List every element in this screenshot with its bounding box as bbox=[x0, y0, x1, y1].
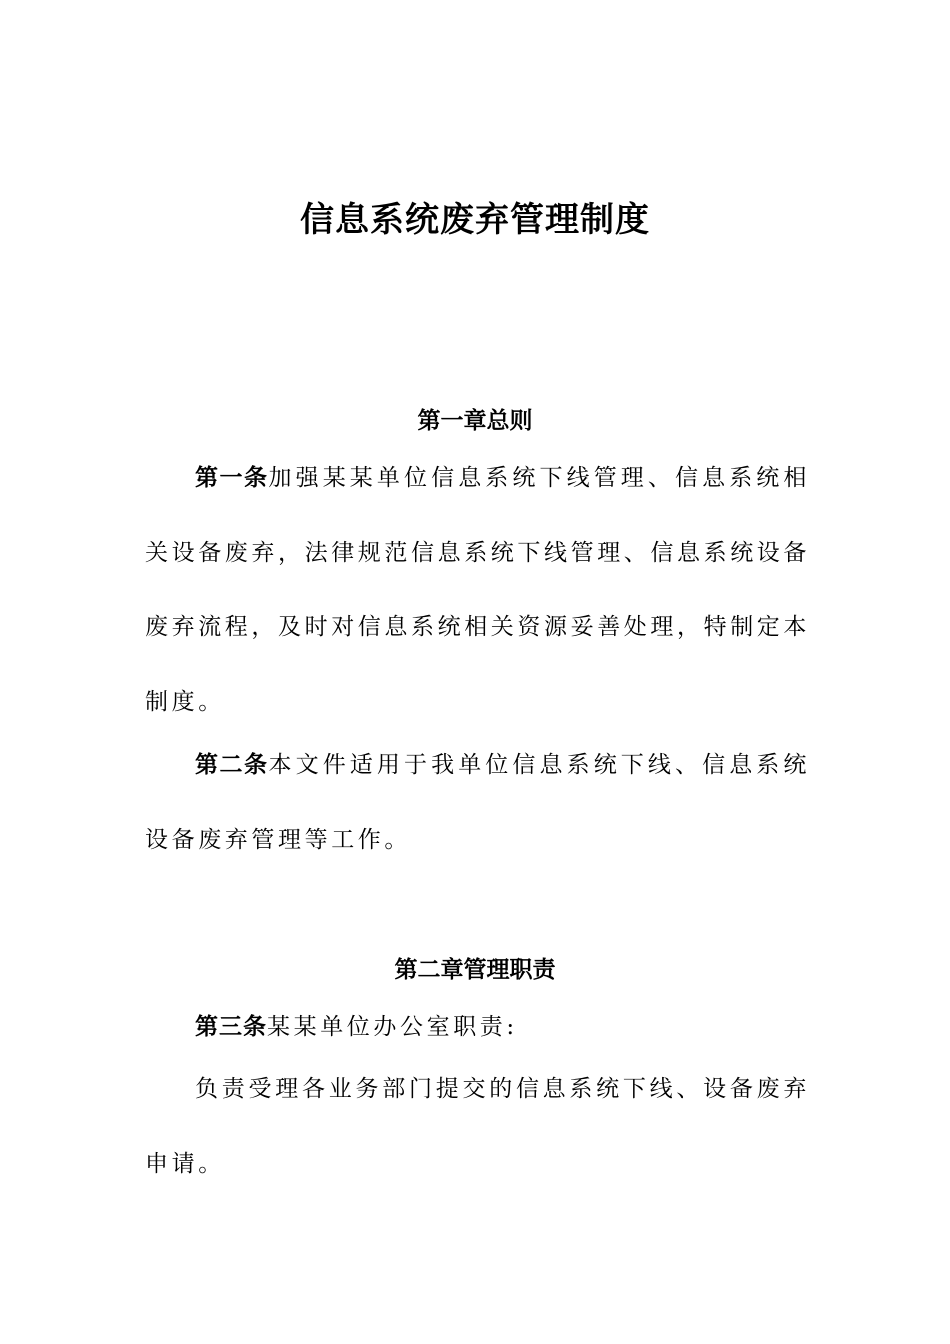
document-title: 信息系统废弃管理制度 bbox=[300, 200, 650, 240]
chapter-heading: 第二章管理职责 bbox=[394, 957, 556, 983]
chapter-heading: 第一章总则 bbox=[417, 408, 533, 434]
article-paragraph bbox=[145, 441, 810, 739]
article-text: 某某单位办公室职责: bbox=[267, 1014, 518, 1040]
article-paragraph bbox=[145, 728, 810, 877]
body-paragraph: 负责受理各业务部门提交的信息系统下线、设备废弃申请。 bbox=[145, 1076, 810, 1177]
article-text: 本文件适用于我单位信息系统下线、信息系统设备废弃管理等工作。 bbox=[145, 752, 810, 853]
article-label: 第一条 bbox=[195, 465, 269, 491]
article-label: 第三条 bbox=[195, 1014, 267, 1040]
article-text: 加强某某单位信息系统下线管理、信息系统相关设备废弃，法律规范信息系统下线管理、信息系统设备废弃流程，及时对信息系统相关资源妥善处理，特制定本制度。 bbox=[145, 465, 810, 715]
article-label: 第二条 bbox=[195, 752, 269, 778]
